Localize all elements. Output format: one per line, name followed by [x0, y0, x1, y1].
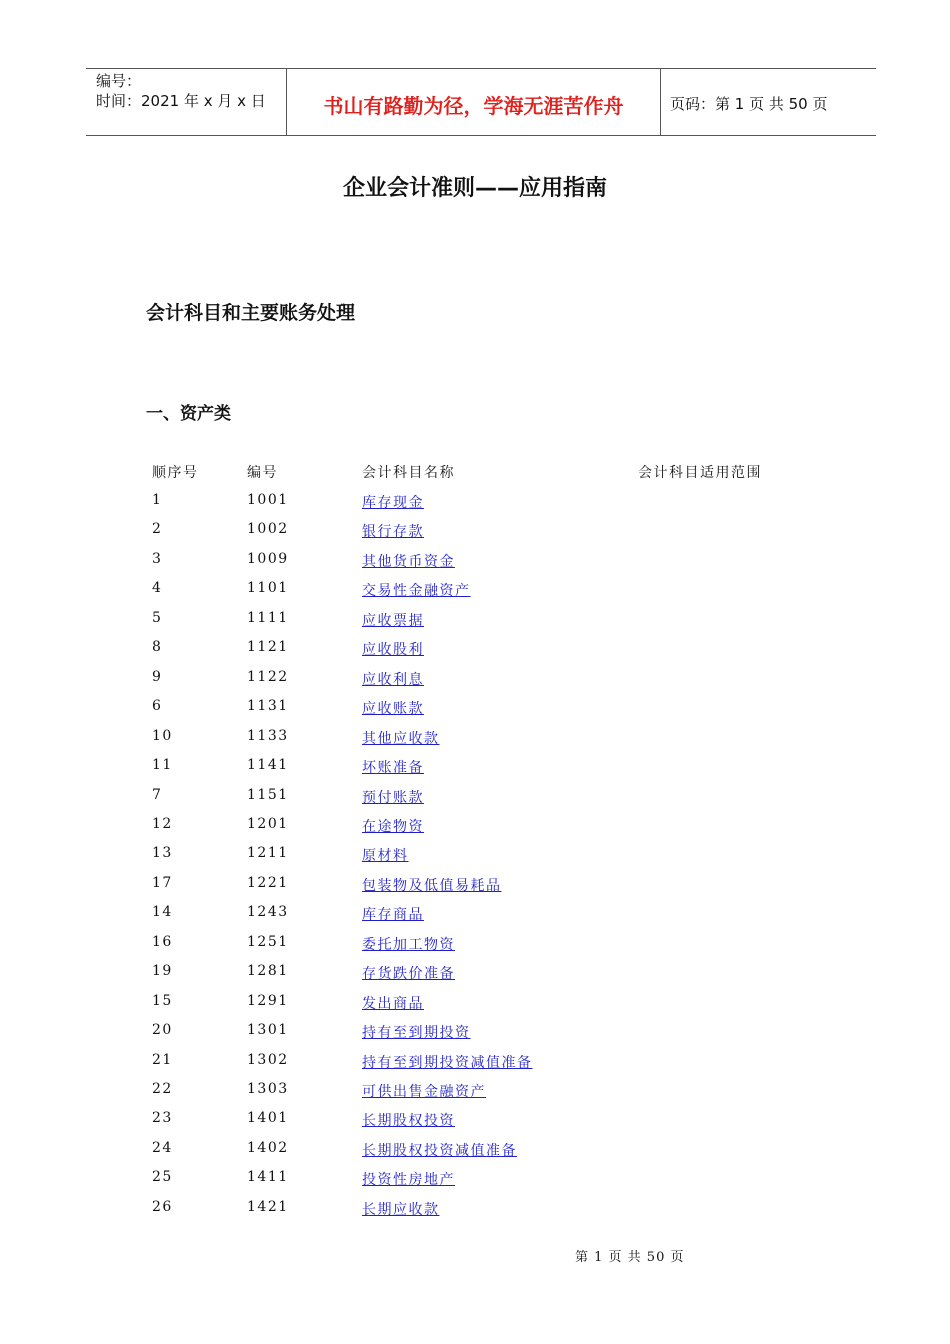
- header-bottom-rule: [86, 135, 876, 136]
- account-name-link[interactable]: 坏账准备: [362, 760, 424, 777]
- row-seq: 4: [152, 580, 163, 597]
- row-seq: 12: [152, 815, 173, 832]
- row-seq: 24: [152, 1139, 173, 1156]
- row-seq: 20: [152, 1022, 173, 1039]
- table-row: [0, 1140, 950, 1164]
- table-row: [0, 698, 950, 722]
- account-name-link[interactable]: 库存商品: [362, 907, 424, 924]
- account-name-link[interactable]: 应收利息: [362, 671, 424, 688]
- row-code: 1001: [247, 492, 289, 508]
- row-code: 1201: [247, 815, 289, 832]
- row-code: 1411: [247, 1169, 289, 1186]
- category-title: 一、资产类: [146, 404, 231, 424]
- header-name: 会计科目名称: [362, 465, 455, 481]
- account-name-link[interactable]: 应收账款: [362, 701, 424, 718]
- table-row: [0, 580, 950, 604]
- account-name-link[interactable]: 投资性房地产: [362, 1172, 455, 1189]
- row-code: 1402: [247, 1139, 289, 1156]
- row-seq: 17: [152, 874, 173, 891]
- row-seq: 23: [152, 1110, 173, 1127]
- account-name-link[interactable]: 长期股权投资: [362, 1113, 455, 1130]
- table-row: [0, 904, 950, 928]
- row-seq: 3: [152, 550, 163, 567]
- table-row: [0, 816, 950, 840]
- table-row: [0, 669, 950, 693]
- row-seq: 25: [152, 1169, 173, 1186]
- table-row: [0, 934, 950, 958]
- table-header: [0, 462, 950, 486]
- table-row: [0, 1081, 950, 1105]
- table-row: [0, 639, 950, 663]
- account-name-link[interactable]: 持有至到期投资: [362, 1025, 471, 1042]
- row-seq: 9: [152, 668, 163, 685]
- account-name-link[interactable]: 长期股权投资减值准备: [362, 1142, 517, 1159]
- row-seq: 11: [152, 757, 173, 774]
- account-name-link[interactable]: 库存现金: [362, 495, 424, 511]
- row-seq: 6: [152, 698, 163, 715]
- table-row: [0, 993, 950, 1017]
- account-name-link[interactable]: 可供出售金融资产: [362, 1084, 486, 1100]
- row-code: 1421: [247, 1198, 289, 1215]
- row-seq: 13: [152, 845, 173, 862]
- row-seq: 14: [152, 904, 173, 921]
- row-code: 1243: [247, 904, 289, 921]
- header-page-info: 页码：第 1 页 共 50 页: [670, 95, 828, 113]
- table-row: [0, 845, 950, 869]
- time-label: 时间：2021 年 x 月 x 日: [96, 92, 266, 110]
- section-title: 会计科目和主要账务处理: [146, 302, 356, 324]
- table-row: [0, 1199, 950, 1223]
- row-code: 1303: [247, 1081, 289, 1097]
- table-row: [0, 1110, 950, 1134]
- row-seq: 10: [152, 727, 173, 744]
- table-row: [0, 963, 950, 987]
- header-top-rule: [86, 68, 876, 69]
- account-name-link[interactable]: 委托加工物资: [362, 936, 455, 953]
- account-name-link[interactable]: 预付账款: [362, 789, 424, 806]
- account-name-link[interactable]: 在途物资: [362, 818, 424, 835]
- table-row: [0, 1052, 950, 1076]
- row-seq: 19: [152, 963, 173, 980]
- row-code: 1111: [247, 609, 289, 626]
- account-name-link[interactable]: 其他应收款: [362, 730, 440, 747]
- header-seq: 顺序号: [152, 465, 199, 481]
- account-name-link[interactable]: 长期应收款: [362, 1201, 440, 1218]
- header-scope: 会计科目适用范围: [638, 465, 762, 481]
- header-motto: 书山有路勤为径，学海无涯苦作舟: [323, 94, 624, 118]
- row-code: 1281: [247, 963, 289, 980]
- account-name-link[interactable]: 其他货币资金: [362, 553, 455, 570]
- account-name-link[interactable]: 原材料: [362, 848, 409, 865]
- row-code: 1301: [247, 1022, 289, 1039]
- row-code: 1133: [247, 727, 289, 744]
- account-name-link[interactable]: 应收股利: [362, 642, 424, 659]
- row-seq: 15: [152, 992, 173, 1009]
- table-row: [0, 1022, 950, 1046]
- table-row: [0, 757, 950, 781]
- account-name-link[interactable]: 应收票据: [362, 612, 424, 629]
- table-row: [0, 875, 950, 899]
- row-seq: 21: [152, 1051, 173, 1068]
- row-code: 1251: [247, 933, 289, 950]
- row-seq: 22: [152, 1081, 173, 1097]
- header-divider-right: [660, 68, 661, 136]
- table-row: [0, 521, 950, 545]
- account-name-link[interactable]: 发出商品: [362, 995, 424, 1012]
- row-code: 1291: [247, 992, 289, 1009]
- header-meta: [96, 71, 266, 111]
- code-label: 编号：: [96, 72, 142, 90]
- row-code: 1401: [247, 1110, 289, 1127]
- table-row: [0, 610, 950, 634]
- row-seq: 1: [152, 492, 163, 508]
- header-code: 编号: [247, 465, 278, 481]
- account-name-link[interactable]: 存货跌价准备: [362, 966, 455, 983]
- account-name-link[interactable]: 银行存款: [362, 524, 424, 541]
- account-name-link[interactable]: 持有至到期投资减值准备: [362, 1054, 533, 1071]
- row-code: 1211: [247, 845, 289, 862]
- row-seq: 7: [152, 786, 163, 803]
- row-seq: 26: [152, 1198, 173, 1215]
- row-seq: 2: [152, 521, 163, 538]
- row-code: 1141: [247, 757, 289, 774]
- row-code: 1002: [247, 521, 289, 538]
- page-footer: 第 1 页 共 50 页: [575, 1250, 685, 1265]
- row-seq: 8: [152, 639, 163, 656]
- account-name-link[interactable]: 包装物及低值易耗品: [362, 877, 502, 894]
- row-code: 1151: [247, 786, 289, 803]
- row-code: 1221: [247, 874, 289, 891]
- row-code: 1009: [247, 550, 289, 567]
- row-code: 1101: [247, 580, 289, 597]
- table-row: [0, 728, 950, 752]
- row-seq: 5: [152, 609, 163, 626]
- row-code: 1122: [247, 668, 289, 685]
- table-row: [0, 551, 950, 575]
- account-name-link[interactable]: 交易性金融资产: [362, 583, 471, 600]
- row-code: 1302: [247, 1051, 289, 1068]
- table-row: [0, 1169, 950, 1193]
- row-code: 1131: [247, 698, 289, 715]
- table-row: [0, 787, 950, 811]
- table-row: [0, 492, 950, 516]
- row-seq: 16: [152, 933, 173, 950]
- row-code: 1121: [247, 639, 289, 656]
- document-title: 企业会计准则——应用指南: [342, 176, 607, 201]
